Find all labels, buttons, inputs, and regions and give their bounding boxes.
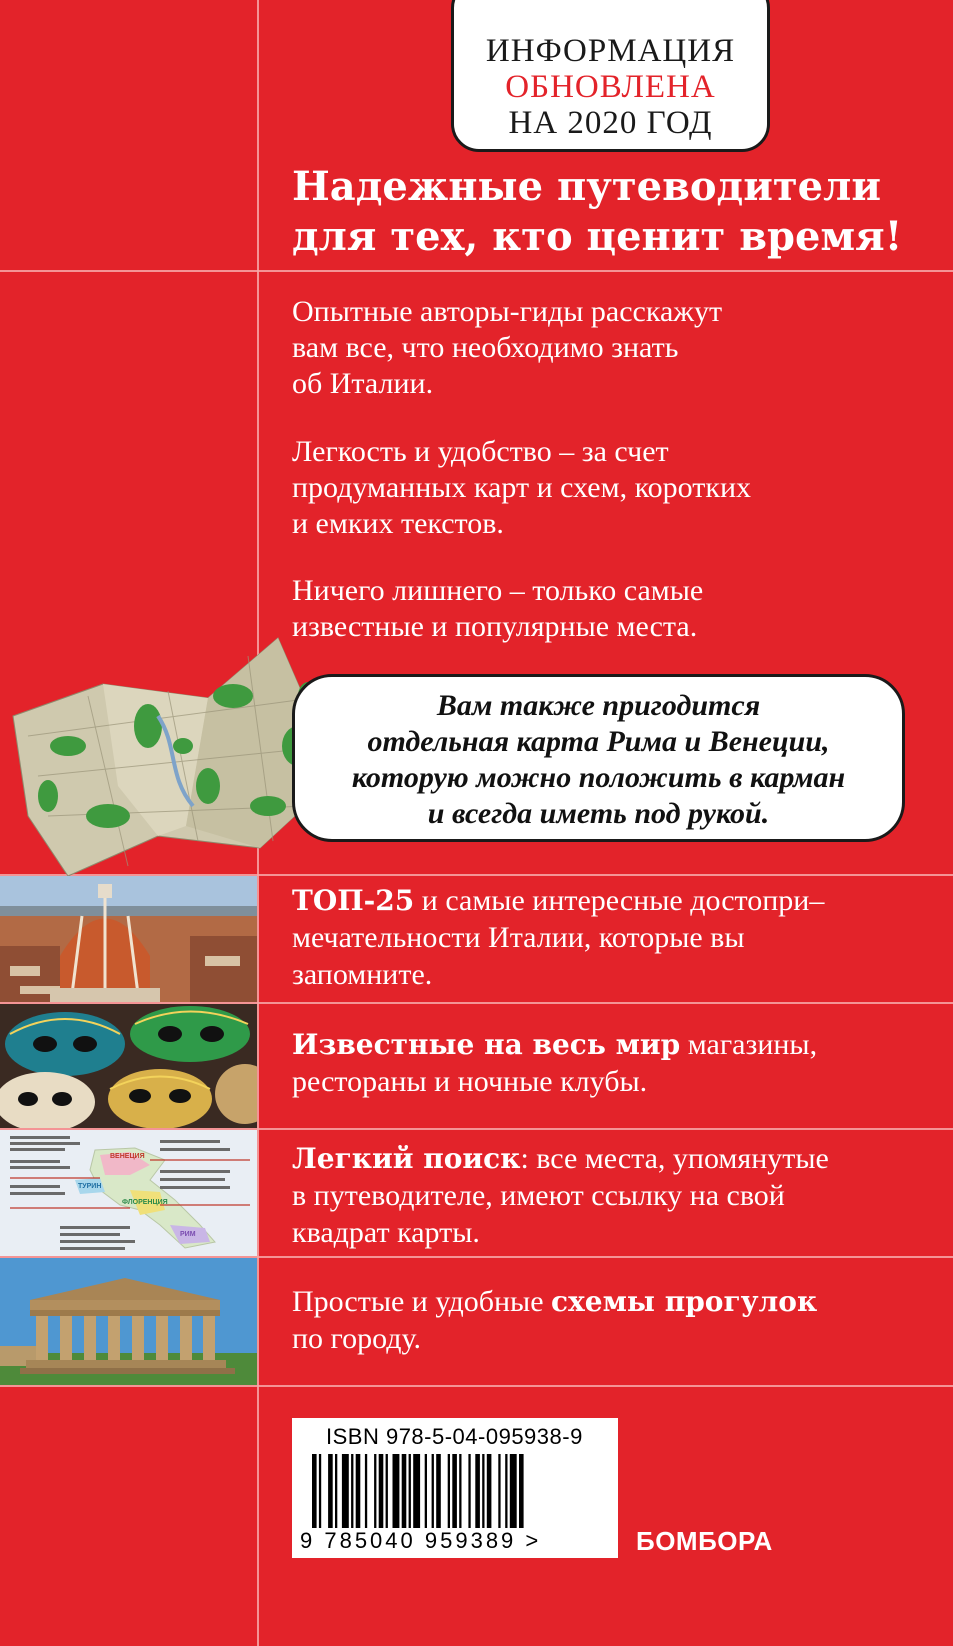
headline-line-1: Надежные путеводители (292, 163, 881, 210)
map-label-venice: ВЕНЕЦИЯ (110, 1153, 145, 1160)
florence-dome-photo (0, 876, 257, 1002)
map-label-rome: РИМ (180, 1231, 196, 1238)
feature-text: и самые интересные достопри– (414, 884, 825, 917)
callout-line: и всегда иметь под рукой. (427, 797, 770, 830)
paragraph-line: Опытные авторы-гиды расскажут (292, 295, 723, 328)
pocket-map-callout (292, 674, 905, 842)
isbn-barcode (292, 1418, 618, 1558)
paragraph-line: об Италии. (292, 367, 434, 400)
info-updated-badge (451, 0, 770, 152)
feature-walks (292, 1283, 922, 1357)
temple-photo (0, 1258, 257, 1385)
headline-line-2: для тех, кто ценит время! (292, 213, 903, 260)
feature-text: магазины, (680, 1028, 818, 1061)
callout-line: которую можно положить в карман (351, 761, 846, 794)
feature-text: по городу. (292, 1322, 422, 1355)
badge-line-2: ОБНОВЛЕНА (505, 69, 716, 105)
paragraph-line: Легкость и удобство – за счет (292, 435, 669, 468)
feature-text: мечательности Италии, которые вы (292, 921, 745, 954)
isbn-number: ISBN 978-5-04-095938-9 (326, 1424, 583, 1449)
badge-line-1: ИНФОРМАЦИЯ (485, 33, 736, 69)
callout-line: отдельная карта Рима и Венеции, (367, 725, 830, 758)
paragraph-ease (292, 434, 892, 542)
feature-text: Простые и удобные (292, 1285, 552, 1318)
feature-bold: Легкий поиск (292, 1142, 521, 1175)
feature-text: запомните. (292, 958, 433, 991)
badge-line-3: НА 2020 ГОД (508, 105, 713, 141)
divider (0, 1385, 953, 1387)
map-label-florence: ФЛОРЕНЦИЯ (122, 1199, 168, 1206)
paragraph-line: известные и популярные места. (292, 610, 698, 643)
feature-text: : все места, упомянутые (520, 1142, 829, 1175)
callout-line: Вам также пригодится (436, 689, 761, 722)
feature-shops (292, 1026, 922, 1100)
feature-bold: ТОП-25 (292, 884, 415, 917)
feature-top25 (292, 882, 922, 993)
italy-map-thumbnail (0, 1130, 257, 1256)
barcode-digits: 9 785040 959389 > (300, 1528, 542, 1553)
paragraph-line: и емких текстов. (292, 507, 504, 540)
feature-bold: схемы прогулок (551, 1285, 818, 1318)
paragraph-nothing-extra (292, 573, 892, 645)
headline (292, 162, 932, 262)
paragraph-authors (292, 294, 892, 402)
paragraph-line: продуманных карт и схем, коротких (292, 471, 751, 504)
paragraph-line: вам все, что необходимо знать (292, 331, 679, 364)
feature-bold: Известные на весь мир (292, 1028, 681, 1061)
feature-text: квадрат карты. (292, 1216, 480, 1249)
venetian-masks-photo (0, 1004, 257, 1128)
barcode-bars (312, 1454, 602, 1528)
feature-easy-search (292, 1140, 922, 1251)
map-label-turin: ТУРИН (78, 1183, 102, 1190)
publisher-logo: БОМБОРА (636, 1526, 773, 1556)
divider (0, 270, 953, 272)
feature-text: рестораны и ночные клубы. (292, 1065, 648, 1098)
paragraph-line: Ничего лишнего – только самые (292, 574, 704, 607)
feature-text: в путеводителе, имеют ссылку на свой (292, 1179, 785, 1212)
